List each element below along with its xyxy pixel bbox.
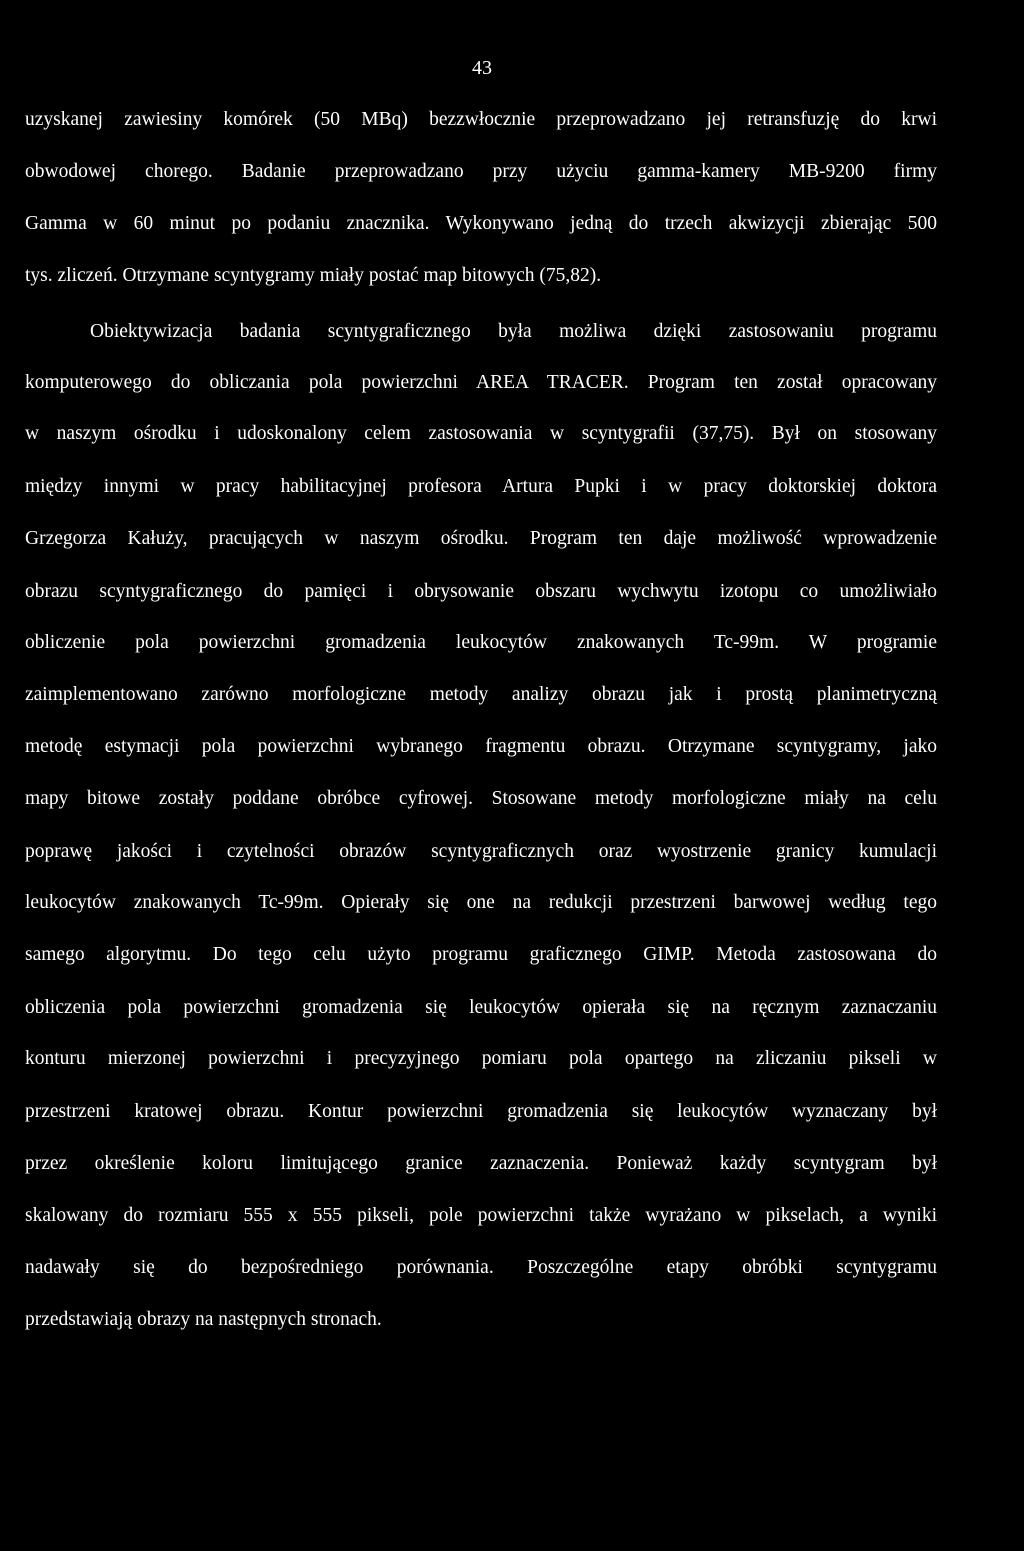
text-line: leukocytów znakowanych Tc-99m. Opierały się one na redukcji przestrzeni barwowej według tego xyxy=(25,892,937,913)
text-line: między innymi w pracy habilitacyjnej profesora Artura Pupki i w pracy doktorskiej doktora xyxy=(25,476,937,497)
text-line: zaimplementowano zarówno morfologiczne metody analizy obrazu jak i prostą planimetryczną xyxy=(25,684,937,705)
text-line: samego algorytmu. Do tego celu użyto programu graficznego GIMP. Metoda zastosowana do xyxy=(25,944,937,965)
text-line: mapy bitowe zostały poddane obróbce cyfrowej. Stosowane metody morfologiczne miały na celu xyxy=(25,788,937,809)
text-line: Grzegorza Kałuży, pracujących w naszym ośrodku. Program ten daje możliwość wprowadzenie xyxy=(25,528,937,549)
text-line: tys. zliczeń. Otrzymane scyntygramy miały postać map bitowych (75,82). xyxy=(25,265,602,286)
text-line: nadawały się do bezpośredniego porównania. Poszczególne etapy obróbki scyntygramu xyxy=(25,1257,937,1278)
text-line: komputerowego do obliczania pola powierzchni AREA TRACER. Program ten został opracowany xyxy=(25,372,937,393)
text-line: obrazu scyntygraficznego do pamięci i obrysowanie obszaru wychwytu izotopu co umożliwiało xyxy=(25,581,937,602)
page-number: 43 xyxy=(472,57,492,79)
text-line: uzyskanej zawiesiny komórek (50 MBq) bezzwłocznie przeprowadzano jej retransfuzję do krwi xyxy=(25,109,937,130)
text-line: metodę estymacji pola powierzchni wybranego fragmentu obrazu. Otrzymane scyntygramy, jako xyxy=(25,736,937,757)
paragraph-first-line: Obiektywizacja badania scyntygraficznego była możliwa dzięki zastosowaniu programu xyxy=(90,321,937,342)
text-line: Gamma w 60 minut po podaniu znacznika. Wykonywano jedną do trzech akwizycji zbierając 500 xyxy=(25,213,937,234)
text-line: konturu mierzonej powierzchni i precyzyjnego pomiaru pola opartego na zliczaniu pikseli w xyxy=(25,1048,937,1069)
text-line: obliczenia pola powierzchni gromadzenia się leukocytów opierała się na ręcznym zaznaczaniu xyxy=(25,997,937,1018)
text-line: obliczenie pola powierzchni gromadzenia leukocytów znakowanych Tc-99m. W programie xyxy=(25,632,937,653)
text-line: obwodowej chorego. Badanie przeprowadzano przy użyciu gamma-kamery MB-9200 firmy xyxy=(25,161,937,182)
text-line: w naszym ośrodku i udoskonalony celem zastosowania w scyntygrafii (37,75). Był on stosowany xyxy=(25,423,937,444)
text-line: poprawę jakości i czytelności obrazów scyntygraficznych oraz wyostrzenie granicy kumulacji xyxy=(25,841,937,862)
text-line: skalowany do rozmiaru 555 x 555 pikseli, pole powierzchni także wyrażano w pikselach, a wyniki xyxy=(25,1205,937,1226)
text-line: przestrzeni kratowej obrazu. Kontur powierzchni gromadzenia się leukocytów wyznaczany był xyxy=(25,1101,937,1122)
text-line: przez określenie koloru limitującego granice zaznaczenia. Ponieważ każdy scyntygram był xyxy=(25,1153,937,1174)
text-line: przedstawiają obrazy na następnych stronach. xyxy=(25,1309,382,1330)
